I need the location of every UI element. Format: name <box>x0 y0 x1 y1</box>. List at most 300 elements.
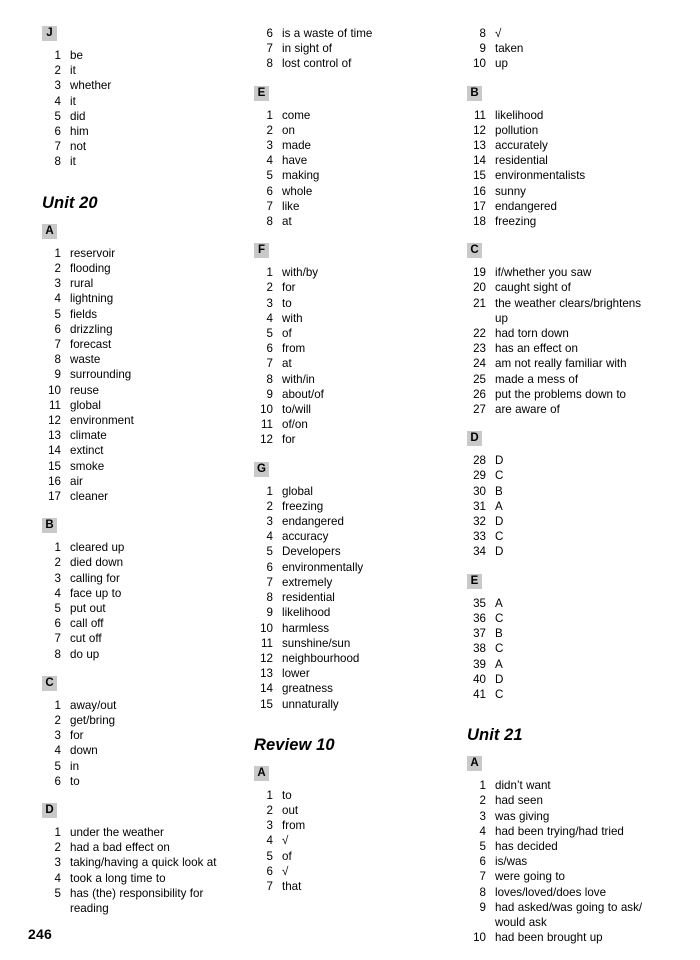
answer-item <box>42 109 227 124</box>
answer-number: 14 <box>473 154 486 168</box>
answer-text <box>70 413 227 428</box>
answer-text <box>70 474 227 489</box>
answer-item <box>254 214 440 229</box>
answer-number: 4 <box>479 824 486 838</box>
answer-text <box>495 153 653 168</box>
answer-item <box>42 728 227 743</box>
answer-section <box>467 243 653 417</box>
answer-number: 6 <box>266 864 273 878</box>
answer-text-continuation: would ask <box>495 916 547 930</box>
answer-text <box>70 398 227 413</box>
answer-text-line: global <box>70 398 101 412</box>
answer-text-line: drizzling <box>70 322 113 336</box>
answer-text-line: D <box>495 515 504 529</box>
answer-item <box>254 788 440 803</box>
answer-text-line: forecast <box>70 337 112 351</box>
answer-text-line: had torn down <box>495 327 569 341</box>
answer-text-line: were going to <box>495 870 566 884</box>
answer-text-line: had seen <box>495 794 543 808</box>
answer-number: 1 <box>54 49 61 62</box>
answer-text <box>70 428 227 443</box>
answer-text-line: D <box>495 454 504 468</box>
answer-text-line: harmless <box>282 621 330 635</box>
answer-section <box>467 756 653 945</box>
answer-text-line: from <box>282 819 306 833</box>
answer-text-line: air <box>70 474 83 488</box>
answer-text <box>495 824 653 839</box>
answer-text <box>282 864 440 879</box>
answer-number: 5 <box>266 169 273 183</box>
answer-text <box>70 571 227 586</box>
answer-number: 3 <box>266 819 273 833</box>
answer-number: 16 <box>473 184 486 198</box>
answer-text <box>495 214 653 229</box>
answer-text-line: about/of <box>282 387 324 401</box>
answer-number: 9 <box>266 387 273 401</box>
answer-text <box>495 793 653 808</box>
answer-text-line: making <box>282 169 320 183</box>
answer-item <box>254 621 440 636</box>
answer-text-line: C <box>495 687 504 701</box>
answer-text <box>282 879 440 894</box>
answer-text-line: loves/loved/does love <box>495 885 607 899</box>
answer-item <box>467 326 653 341</box>
answer-item <box>42 428 227 443</box>
answer-text <box>70 743 227 758</box>
answer-text-line: lightning <box>70 292 114 306</box>
answer-text <box>282 651 440 666</box>
answer-text <box>70 631 227 646</box>
answer-number: 18 <box>473 215 486 229</box>
answer-number: 1 <box>54 826 61 840</box>
answer-text <box>495 930 653 945</box>
answer-number: 8 <box>479 27 486 40</box>
answer-text <box>282 499 440 514</box>
answer-number: 8 <box>266 57 273 71</box>
answer-text <box>282 311 440 326</box>
answer-section <box>467 431 653 559</box>
answer-number: 14 <box>260 682 273 696</box>
answer-text-line: had been brought up <box>495 931 603 945</box>
answer-list <box>42 698 227 789</box>
answer-number: 8 <box>266 591 273 605</box>
answer-number: 5 <box>266 545 273 559</box>
answer-text <box>70 322 227 337</box>
answer-item <box>467 839 653 854</box>
answer-text-line: extremely <box>282 575 333 589</box>
answer-text <box>282 56 440 71</box>
answer-text <box>495 387 653 402</box>
answer-text-line: environmentalists <box>495 169 586 183</box>
answer-text <box>495 108 653 123</box>
answer-text <box>282 560 440 575</box>
answer-text-line: down <box>70 744 98 758</box>
answer-text-line: for <box>282 433 296 447</box>
answer-item <box>254 138 440 153</box>
answer-item <box>467 657 653 672</box>
answer-text-line: it <box>70 94 76 108</box>
answer-text <box>282 199 440 214</box>
answer-item <box>467 529 653 544</box>
answer-text-line: has (the) responsibility for <box>70 886 204 900</box>
answer-text-line: from <box>282 342 306 356</box>
answer-item <box>467 214 653 229</box>
answer-number: 5 <box>266 327 273 341</box>
answer-number: 7 <box>266 199 273 213</box>
answer-text-line: reuse <box>70 383 100 397</box>
answer-text <box>282 803 440 818</box>
answer-text-line: smoke <box>70 459 105 473</box>
answer-number: 14 <box>48 444 61 458</box>
answer-item <box>254 341 440 356</box>
answer-number: 8 <box>266 215 273 229</box>
answer-text-line: freezing <box>282 499 324 513</box>
answer-text-line: reservoir <box>70 246 116 260</box>
answer-text <box>70 601 227 616</box>
answer-number: 2 <box>54 64 61 78</box>
answer-number: 4 <box>266 311 273 325</box>
answer-text <box>70 63 227 78</box>
answer-number: 3 <box>54 277 61 291</box>
answer-item <box>467 499 653 514</box>
answer-item <box>467 184 653 199</box>
answer-text-line: environment <box>70 414 134 427</box>
answer-number: 31 <box>473 499 486 513</box>
answer-section <box>467 86 653 230</box>
answer-text-line: come <box>282 108 311 122</box>
answer-number: 20 <box>473 281 486 295</box>
answer-text-line: was giving <box>495 809 550 823</box>
answer-number: 34 <box>473 545 486 559</box>
answer-number: 12 <box>48 414 61 427</box>
answer-text-line: away/out <box>70 698 117 712</box>
answer-text <box>495 529 653 544</box>
answer-number: 1 <box>266 788 273 802</box>
answer-number: 12 <box>260 651 273 665</box>
answer-number: 30 <box>473 484 486 498</box>
answer-item <box>467 626 653 641</box>
answer-text <box>70 94 227 109</box>
answer-item <box>467 930 653 945</box>
answer-text-line: out <box>282 804 299 818</box>
answer-item <box>254 697 440 712</box>
answer-number: 2 <box>54 261 61 275</box>
answer-item <box>254 803 440 818</box>
answer-text <box>282 529 440 544</box>
answer-text-line: residential <box>282 591 335 605</box>
answer-text <box>70 352 227 367</box>
answer-number: 4 <box>266 154 273 168</box>
answer-item <box>254 168 440 183</box>
answer-number: 2 <box>266 123 273 137</box>
answer-item <box>254 387 440 402</box>
answer-text <box>282 788 440 803</box>
answer-text <box>282 326 440 341</box>
answer-text <box>70 713 227 728</box>
answer-number: 5 <box>266 849 273 863</box>
answer-text-line: surrounding <box>70 368 132 382</box>
unit-heading: Unit 21 <box>467 726 523 745</box>
answer-item <box>467 199 653 214</box>
answer-text-line: is/was <box>495 855 528 869</box>
answer-text <box>70 825 227 840</box>
answer-number: 7 <box>479 870 486 884</box>
answer-text-line: with/in <box>282 372 315 386</box>
answer-text-line: for <box>282 281 296 295</box>
answer-number: 6 <box>479 855 486 869</box>
answer-text <box>495 280 653 295</box>
answer-item <box>42 555 227 570</box>
answer-item <box>467 41 653 56</box>
answer-number: 24 <box>473 357 486 371</box>
answer-text <box>282 636 440 651</box>
answer-number: 26 <box>473 387 486 401</box>
answer-text-line: had been trying/had tried <box>495 824 624 838</box>
answer-text <box>70 261 227 276</box>
answer-text <box>495 184 653 199</box>
section-letter-badge: C <box>467 243 482 258</box>
answer-item <box>42 139 227 154</box>
answer-item <box>254 417 440 432</box>
answer-item <box>254 311 440 326</box>
answer-text-line: put the problems down to <box>495 387 626 401</box>
answer-list <box>42 825 227 916</box>
answer-item <box>42 337 227 352</box>
answer-item <box>254 818 440 833</box>
answer-number: 5 <box>479 840 486 854</box>
answer-text-line: not <box>70 140 87 154</box>
answer-item <box>42 825 227 840</box>
answer-section <box>254 766 440 894</box>
answer-section <box>467 26 653 72</box>
answer-text-line: did <box>70 109 86 123</box>
answer-text-line: B <box>495 627 503 641</box>
answer-text-line: made a mess of <box>495 372 579 386</box>
answer-number: 4 <box>54 94 61 108</box>
answer-number: 22 <box>473 327 486 341</box>
answer-text-line: call off <box>70 617 104 631</box>
answer-item <box>42 855 227 870</box>
answer-number: 11 <box>48 398 61 412</box>
answer-text <box>282 818 440 833</box>
answer-item <box>467 123 653 138</box>
answer-text-line: extinct <box>70 444 104 458</box>
answer-text-line: in sight of <box>282 42 333 56</box>
answer-text <box>282 697 440 712</box>
answer-item <box>254 514 440 529</box>
answer-text <box>495 687 653 702</box>
answer-number: 8 <box>54 155 61 169</box>
answer-item <box>42 489 227 504</box>
answer-text <box>70 154 227 169</box>
answer-text-line: that <box>282 880 302 894</box>
answer-number: 11 <box>260 636 273 650</box>
answer-text <box>495 611 653 626</box>
answer-item <box>254 666 440 681</box>
answer-number: 39 <box>473 657 486 671</box>
answer-item <box>42 94 227 109</box>
answer-text <box>282 402 440 417</box>
answer-number: 32 <box>473 515 486 529</box>
answer-text <box>282 265 440 280</box>
answer-number: 1 <box>54 246 61 260</box>
answer-text <box>495 778 653 793</box>
answer-item <box>42 383 227 398</box>
answer-text-line: do up <box>70 647 100 661</box>
answer-item <box>42 398 227 413</box>
answer-item <box>254 590 440 605</box>
answer-text-line: climate <box>70 429 107 443</box>
answer-text-line: am not really familiar with <box>495 357 627 371</box>
answer-text-line: taking/having a quick look at <box>70 856 217 870</box>
answer-text-line: him <box>70 125 89 139</box>
answer-item <box>42 154 227 169</box>
answer-number: 4 <box>266 530 273 544</box>
answer-number: 2 <box>266 499 273 513</box>
answer-text <box>282 666 440 681</box>
answer-text-line: on <box>282 123 295 137</box>
answer-text-line: residential <box>495 154 548 168</box>
answer-text-line: A <box>495 499 503 513</box>
answer-text <box>495 402 653 417</box>
answer-text-line: is a waste of time <box>282 27 373 40</box>
answer-item <box>42 871 227 886</box>
answer-text <box>495 869 653 884</box>
answer-number: 9 <box>479 900 486 914</box>
section-letter-badge: E <box>254 86 269 101</box>
answer-text-line: greatness <box>282 682 333 696</box>
answer-item <box>467 900 653 930</box>
answer-list <box>42 246 227 504</box>
answer-text-line: with <box>282 311 303 325</box>
answer-item <box>467 138 653 153</box>
answer-text <box>70 124 227 139</box>
answer-number: 5 <box>54 886 61 900</box>
answer-section <box>42 26 227 170</box>
answer-item <box>467 544 653 559</box>
answer-text <box>70 307 227 322</box>
answer-item <box>42 774 227 789</box>
answer-number: 5 <box>54 307 61 321</box>
answer-text <box>495 484 653 499</box>
answer-number: 2 <box>54 841 61 855</box>
answer-number: 7 <box>54 337 61 351</box>
answer-text-line: up <box>495 57 508 71</box>
answer-text-line: flooding <box>70 261 111 275</box>
answer-item <box>254 833 440 848</box>
section-letter-badge: B <box>42 518 57 533</box>
answer-number: 41 <box>473 687 486 701</box>
answer-text-line: it <box>70 155 76 169</box>
answer-text <box>495 641 653 656</box>
answer-text <box>495 356 653 371</box>
answer-item <box>42 322 227 337</box>
answer-item <box>42 459 227 474</box>
answer-text <box>282 108 440 123</box>
answer-text-line: unnaturally <box>282 697 339 711</box>
section-letter-badge: A <box>467 756 482 771</box>
answer-item <box>42 759 227 774</box>
answer-list <box>467 778 653 945</box>
answer-text-line: had asked/was going to ask/ <box>495 900 643 914</box>
answer-text <box>495 168 653 183</box>
answer-text <box>282 372 440 387</box>
answer-number: 1 <box>266 108 273 122</box>
answer-number: 13 <box>473 139 486 153</box>
answer-text-line: sunshine/sun <box>282 636 351 650</box>
section-letter-badge: G <box>254 462 269 477</box>
section-letter-badge: J <box>42 26 57 41</box>
answer-text <box>70 367 227 382</box>
answer-text-line: has decided <box>495 840 558 854</box>
answer-text <box>70 855 227 870</box>
answer-number: 6 <box>54 125 61 139</box>
answer-number: 9 <box>54 368 61 382</box>
answer-text <box>282 849 440 864</box>
answer-text-line: C <box>495 642 504 656</box>
answer-item <box>42 63 227 78</box>
answer-section <box>254 26 440 72</box>
answer-number: 15 <box>473 169 486 183</box>
answer-number: 25 <box>473 372 486 386</box>
answer-text <box>282 681 440 696</box>
answer-item <box>42 698 227 713</box>
section-letter-badge: C <box>42 676 57 691</box>
answer-text <box>495 854 653 869</box>
answer-text-line: died down <box>70 556 124 570</box>
answer-number: 37 <box>473 627 486 641</box>
answer-text-line: has an effect on <box>495 342 578 356</box>
answer-text-line: D <box>495 545 504 559</box>
answer-item <box>254 108 440 123</box>
answer-text-line: put out <box>70 602 106 616</box>
answer-number: 21 <box>473 296 486 310</box>
answer-number: 8 <box>266 372 273 386</box>
answer-item <box>467 341 653 356</box>
answer-text <box>70 276 227 291</box>
answer-item <box>42 261 227 276</box>
answer-section <box>42 518 227 662</box>
answer-text <box>282 514 440 529</box>
answer-text-line: in <box>70 759 80 773</box>
answer-number: 6 <box>266 27 273 40</box>
answer-text-line: C <box>495 469 504 483</box>
answer-text <box>495 296 653 326</box>
answer-list <box>467 453 653 559</box>
answer-text-line: with/by <box>282 266 319 280</box>
answer-item <box>254 56 440 71</box>
answer-item <box>254 123 440 138</box>
answer-item <box>42 124 227 139</box>
answer-number: 4 <box>54 586 61 600</box>
answer-item <box>254 879 440 894</box>
answer-number: 3 <box>479 809 486 823</box>
answer-number: 7 <box>266 42 273 56</box>
answer-item <box>467 869 653 884</box>
answer-text <box>282 153 440 168</box>
answer-item <box>254 372 440 387</box>
answer-text-line: cleaner <box>70 490 109 504</box>
answer-number: 3 <box>266 139 273 153</box>
answer-number: 5 <box>54 602 61 616</box>
answer-item <box>42 276 227 291</box>
answer-number: 38 <box>473 642 486 656</box>
answer-item <box>254 296 440 311</box>
answer-number: 8 <box>54 647 61 661</box>
answer-item <box>42 571 227 586</box>
answer-item <box>42 291 227 306</box>
answer-number: 6 <box>54 617 61 631</box>
